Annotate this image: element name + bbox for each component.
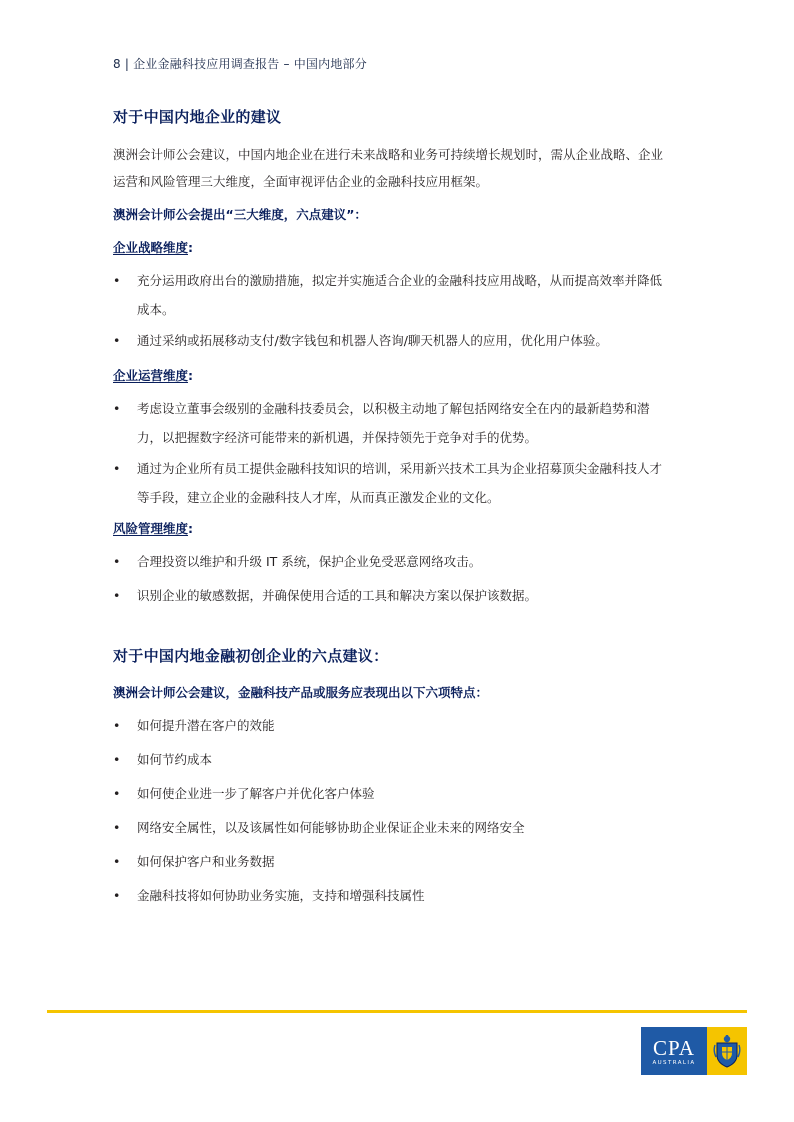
bullet-icon: • [113,888,121,903]
list-item [113,881,703,910]
intro-line-2: 运营和风险管理三大维度，全面审视评估企业的金融科技应用框架。 [113,174,489,189]
bullet-icon: • [113,752,121,767]
crest-icon [713,1033,741,1069]
bullet-icon: • [113,461,121,476]
risk-subheading [113,519,193,537]
six-features-statement: 澳洲会计师公会建议，金融科技产品或服务应表现出以下六项特点： [113,685,489,700]
list-item-line: 网络安全属性，以及该属性如何能够协助企业保证企业未来的网络安全 [137,820,525,835]
strategy-colon: : [188,240,194,255]
bullet-icon: • [113,401,121,416]
page-header [113,55,367,72]
bullet-icon: • [113,273,121,288]
section1-intro [113,141,703,195]
bullet-icon: • [113,588,121,603]
intro-line-1: 澳洲会计师公会建议，中国内地企业在进行未来战略和业务可持续增长规划时，需从企业战略、企业 [113,147,664,162]
logo-subtext: AUSTRALIA [652,1059,696,1066]
list-item [113,847,703,876]
bullet-icon: • [113,333,121,348]
operations-subheading [113,366,193,384]
bullet-icon: • [113,786,121,801]
list-item-line: 考虑设立董事会级别的金融科技委员会，以积极主动地了解包括网络安全在内的最新趋势和潜 [137,401,650,416]
list-item [113,711,703,740]
risk-colon: : [188,521,194,536]
bullet-icon: • [113,854,121,869]
footer-divider [47,1010,747,1013]
strategy-title: 企业战略维度 [113,240,189,255]
list-item-line: 力，以把握数字经济可能带来的新机遇，并保持领先于竞争对手的优势。 [137,430,538,445]
list-item-line: 通过采纳或拓展移动支付/数字钱包和机器人咨询/聊天机器人的应用，优化用户体验。 [137,333,608,348]
report-title: 企业金融科技应用调查报告 – 中国内地部分 [133,57,367,71]
list-item [113,779,703,808]
list-item-line: 识别企业的敏感数据，并确保使用合适的工具和解决方案以保护该数据。 [137,588,538,603]
list-item [113,745,703,774]
list-item [113,326,703,355]
list-item-line: 如何使企业进一步了解客户并优化客户体验 [137,786,375,801]
risk-title: 风险管理维度 [113,521,189,536]
list-item-line: 合理投资以维护和升级 IT 系统，保护企业免受恶意网络攻击。 [137,554,482,569]
section1-heading: 对于中国内地企业的建议 [113,108,282,126]
list-item-line: 如何保护客户和业务数据 [137,854,275,869]
header-separator: | [124,57,130,71]
strategy-subheading [113,238,193,256]
bullet-icon: • [113,718,121,733]
logo-yellow-panel [707,1027,747,1075]
list-item [113,394,703,452]
list-item-line: 金融科技将如何协助业务实施，支持和增强科技属性 [137,888,425,903]
list-item-line: 等手段，建立企业的金融科技人才库，从而真正激发企业的文化。 [137,490,500,505]
list-item [113,813,703,842]
page-number: 8 [113,57,121,71]
three-dimensions-statement: 澳洲会计师公会提出“三大维度，六点建议”： [113,207,367,222]
cpa-australia-logo [641,1027,747,1075]
list-item [113,547,703,576]
list-item-line: 如何节约成本 [137,752,213,767]
list-item-line: 充分运用政府出台的激励措施，拟定并实施适合企业的金融科技应用战略，从而提高效率并降低 [137,273,663,288]
bullet-icon: • [113,820,121,835]
logo-blue-panel [641,1027,707,1075]
list-item [113,454,703,512]
list-item [113,266,703,324]
list-item-line: 通过为企业所有员工提供金融科技知识的培训，采用新兴技术工具为企业招募顶尖金融科技人才 [137,461,663,476]
bullet-icon: • [113,554,121,569]
operations-colon: : [188,368,194,383]
list-item-line: 成本。 [137,302,175,317]
list-item [113,581,703,610]
logo-text: CPA [653,1035,695,1060]
section2-heading: 对于中国内地金融初创企业的六点建议： [113,647,389,665]
operations-title: 企业运营维度 [113,368,189,383]
list-item-line: 如何提升潜在客户的效能 [137,718,275,733]
